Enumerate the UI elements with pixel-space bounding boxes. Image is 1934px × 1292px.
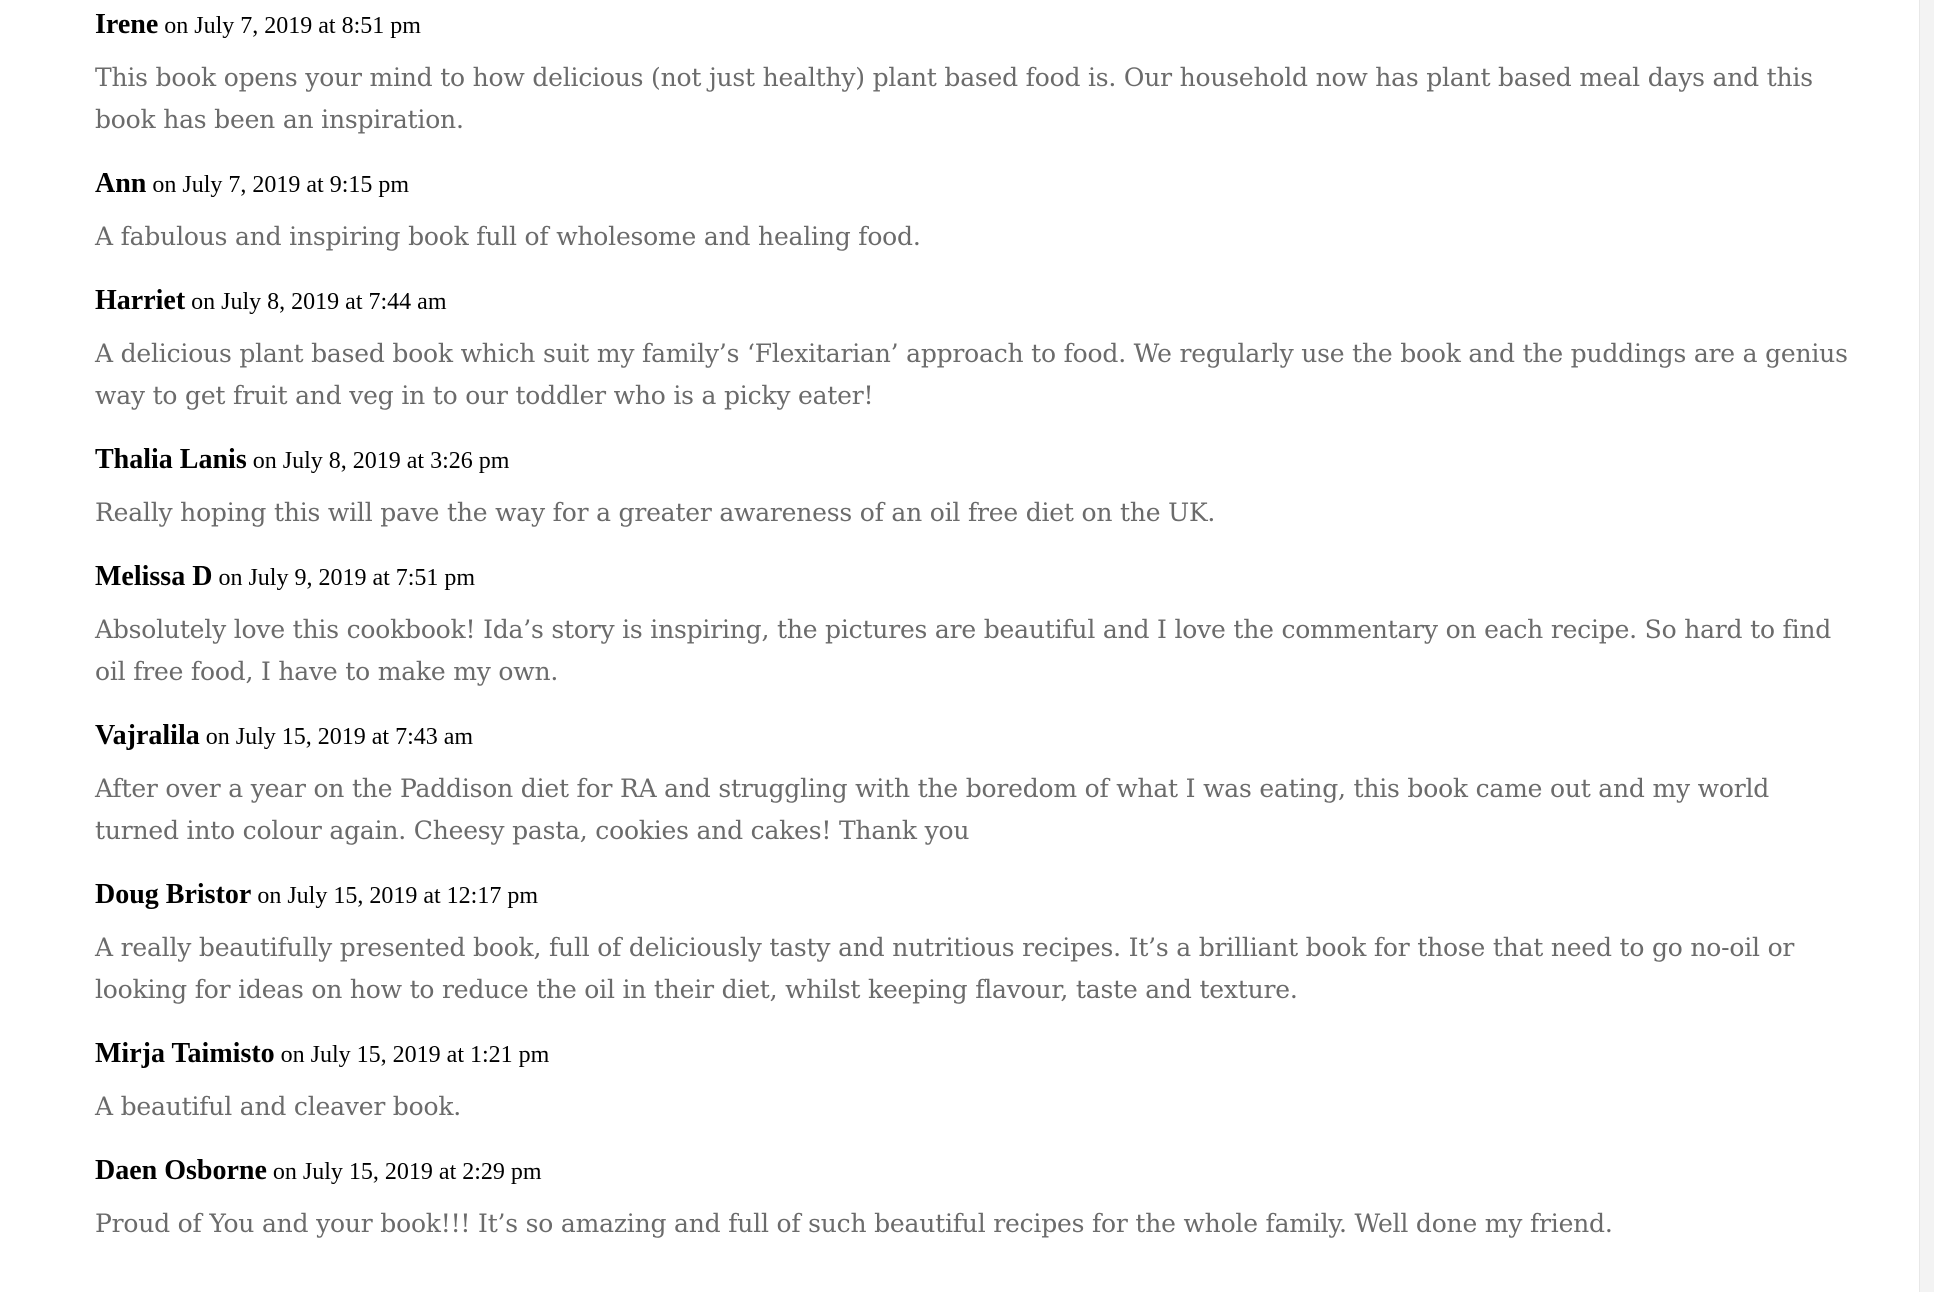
comment-text: A really beautifully presented book, full of deliciously tasty and nutritious recipes. It’s a brilliant book for those that need to go no-oil or looking for ideas on how to reduce the oil in their diet, whilst keeping flavour, taste and texture. — [95, 933, 1795, 1004]
comment-list — [95, 6, 1855, 1269]
comment-author[interactable]: Daen Osborne — [95, 1155, 267, 1186]
comment — [95, 1152, 1855, 1245]
comment — [95, 6, 1855, 141]
comment-text: A beautiful and cleaver book. — [95, 1092, 462, 1121]
comment — [95, 1035, 1855, 1128]
comment-author[interactable]: Mirja Taimisto — [95, 1038, 275, 1069]
comment-meta — [95, 6, 1855, 45]
comment-author[interactable]: Doug Bristor — [95, 879, 252, 910]
comment-date[interactable]: on July 7, 2019 at 9:15 pm — [152, 172, 410, 198]
scrollbar[interactable] — [1919, 0, 1934, 1292]
comment — [95, 717, 1855, 852]
comment — [95, 876, 1855, 1011]
comment-author[interactable]: Harriet — [95, 285, 186, 316]
comment-date[interactable]: on July 8, 2019 at 3:26 pm — [252, 448, 510, 474]
comment-author[interactable]: Vajralila — [95, 720, 200, 751]
comment-meta — [95, 165, 1855, 204]
comment — [95, 558, 1855, 693]
comment-text: A delicious plant based book which suit my family’s ‘Flexitarian’ approach to food. We regularly use the book and the puddings are a genius way to get fruit and veg in to our toddler who is a picky eater! — [95, 339, 1848, 410]
comment-date[interactable]: on July 15, 2019 at 1:21 pm — [280, 1042, 550, 1068]
comment-author[interactable]: Thalia Lanis — [95, 444, 247, 475]
comment — [95, 165, 1855, 258]
comment-text: Absolutely love this cookbook! Ida’s story is inspiring, the pictures are beautiful and I love the commentary on each recipe. So hard to find oil free food, I have to make my own. — [95, 615, 1832, 686]
comment-text: A fabulous and inspiring book full of wholesome and healing food. — [95, 222, 921, 251]
comment-meta — [95, 1152, 1855, 1191]
comment-author[interactable]: Irene — [95, 9, 159, 40]
comment-date[interactable]: on July 8, 2019 at 7:44 am — [191, 289, 447, 315]
comment-meta — [95, 282, 1855, 321]
comment-date[interactable]: on July 15, 2019 at 7:43 am — [205, 724, 474, 750]
comment-date[interactable]: on July 7, 2019 at 8:51 pm — [164, 13, 421, 39]
comment-date[interactable]: on July 15, 2019 at 2:29 pm — [272, 1159, 542, 1185]
comment-text: After over a year on the Paddison diet for RA and struggling with the boredom of what I was eating, this book came out and my world turned into colour again. Cheesy pasta, cookies and cakes! Thank you — [95, 774, 1770, 845]
comment-date[interactable]: on July 9, 2019 at 7:51 pm — [218, 565, 476, 591]
comment-meta — [95, 1035, 1855, 1074]
comment-text: Really hoping this will pave the way for a greater awareness of an oil free diet on the UK. — [95, 498, 1216, 527]
comment-author[interactable]: Melissa D — [95, 561, 213, 592]
comment-meta — [95, 558, 1855, 597]
comment-meta — [95, 876, 1855, 915]
comment-meta — [95, 717, 1855, 756]
comment-text: This book opens your mind to how delicious (not just healthy) plant based food is. Our household now has plant based meal days and this book has been an inspiration. — [95, 63, 1813, 134]
comment-meta — [95, 441, 1855, 480]
comment-text: Proud of You and your book!!! It’s so amazing and full of such beautiful recipes for the whole family. Well done my friend. — [95, 1209, 1613, 1238]
comment — [95, 441, 1855, 534]
comment-author[interactable]: Ann — [95, 168, 147, 199]
comment-date[interactable]: on July 15, 2019 at 12:17 pm — [257, 883, 538, 909]
comment — [95, 282, 1855, 417]
